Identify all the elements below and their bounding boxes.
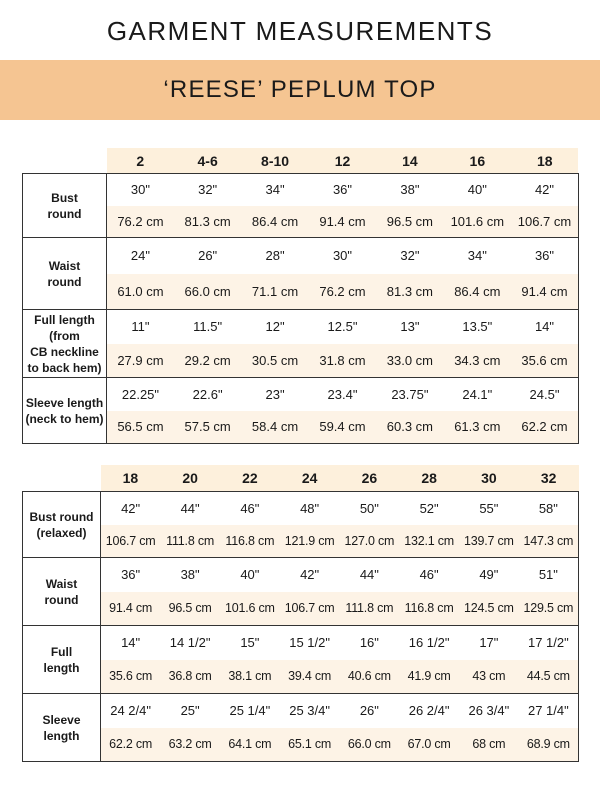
measurement-label-text: Full length (from CB neckline to back hem) xyxy=(27,312,102,375)
inch-value: 23" xyxy=(241,378,308,411)
inch-value: 50" xyxy=(340,492,400,525)
inches-row xyxy=(23,694,579,728)
cm-value: 56.5 cm xyxy=(107,411,174,444)
inch-value: 52" xyxy=(399,492,459,525)
inch-value: 42" xyxy=(101,492,161,525)
inch-value: 13" xyxy=(376,310,443,344)
cm-value: 106.7 cm xyxy=(280,592,340,626)
inch-value: 26 3/4" xyxy=(459,694,519,728)
inch-value: 25" xyxy=(160,694,220,728)
cm-value: 81.3 cm xyxy=(376,274,443,310)
measurement-table-2 xyxy=(22,465,579,762)
measurement-label-text: Full length xyxy=(43,644,80,675)
measurement-table-1 xyxy=(22,148,579,444)
size-header: 20 xyxy=(160,465,220,492)
inch-value: 24" xyxy=(107,238,174,274)
cm-value: 129.5 cm xyxy=(519,592,579,626)
cm-value: 60.3 cm xyxy=(376,411,443,444)
measurement-label-text: Waist round xyxy=(47,258,82,289)
inch-value: 26 2/4" xyxy=(399,694,459,728)
measurement-group xyxy=(23,558,579,626)
inch-value: 48" xyxy=(280,492,340,525)
cm-value: 81.3 cm xyxy=(174,206,241,238)
cm-value: 40.6 cm xyxy=(340,660,400,694)
inch-value: 40" xyxy=(220,558,280,592)
measurement-label xyxy=(23,174,107,238)
measurement-group xyxy=(23,174,579,238)
cm-value: 61.3 cm xyxy=(444,411,511,444)
inch-value: 27 1/4" xyxy=(519,694,579,728)
page-title: GARMENT MEASUREMENTS xyxy=(106,16,494,46)
measurement-label xyxy=(23,626,101,694)
inch-value: 46" xyxy=(399,558,459,592)
size-header: 28 xyxy=(399,465,459,492)
measurement-group xyxy=(23,694,579,762)
inch-value: 38" xyxy=(160,558,220,592)
cm-value: 58.4 cm xyxy=(241,411,308,444)
cm-value: 132.1 cm xyxy=(399,525,459,558)
inch-value: 24.1" xyxy=(444,378,511,411)
inch-value: 24 2/4" xyxy=(101,694,161,728)
cm-value: 41.9 cm xyxy=(399,660,459,694)
cm-value: 66.0 cm xyxy=(174,274,241,310)
cm-value: 59.4 cm xyxy=(309,411,376,444)
cm-value: 116.8 cm xyxy=(399,592,459,626)
cm-value: 116.8 cm xyxy=(220,525,280,558)
cm-value: 27.9 cm xyxy=(107,344,174,378)
inch-value: 17" xyxy=(459,626,519,660)
size-header: 14 xyxy=(376,148,443,174)
product-banner xyxy=(0,60,600,120)
cm-value: 35.6 cm xyxy=(511,344,578,378)
measurement-label-text: Waist round xyxy=(44,576,79,607)
cm-value: 71.1 cm xyxy=(241,274,308,310)
inch-value: 11" xyxy=(107,310,174,344)
cm-value: 66.0 cm xyxy=(340,728,400,762)
header-corner xyxy=(23,465,101,492)
cm-value: 76.2 cm xyxy=(107,206,174,238)
inch-value: 14" xyxy=(511,310,578,344)
cm-value: 31.8 cm xyxy=(309,344,376,378)
inch-value: 14 1/2" xyxy=(160,626,220,660)
inch-value: 11.5" xyxy=(174,310,241,344)
cm-value: 62.2 cm xyxy=(101,728,161,762)
size-header: 26 xyxy=(340,465,400,492)
size-header: 18 xyxy=(101,465,161,492)
size-header: 4-6 xyxy=(174,148,241,174)
cm-value: 33.0 cm xyxy=(376,344,443,378)
cm-value: 44.5 cm xyxy=(519,660,579,694)
inches-row xyxy=(23,492,579,525)
product-name: ‘REESE’ PEPLUM TOP xyxy=(163,76,437,103)
cm-value: 101.6 cm xyxy=(220,592,280,626)
cm-value: 35.6 cm xyxy=(101,660,161,694)
inch-value: 23.4" xyxy=(309,378,376,411)
inches-row xyxy=(23,626,579,660)
inch-value: 44" xyxy=(340,558,400,592)
inch-value: 36" xyxy=(309,174,376,206)
inch-value: 17 1/2" xyxy=(519,626,579,660)
inch-value: 36" xyxy=(101,558,161,592)
cm-value: 124.5 cm xyxy=(459,592,519,626)
inch-value: 51" xyxy=(519,558,579,592)
cm-row xyxy=(23,728,579,762)
measurement-label xyxy=(23,558,101,626)
inches-row xyxy=(23,174,579,206)
cm-value: 121.9 cm xyxy=(280,525,340,558)
inch-value: 14" xyxy=(101,626,161,660)
inch-value: 32" xyxy=(174,174,241,206)
inch-value: 46" xyxy=(220,492,280,525)
cm-value: 61.0 cm xyxy=(107,274,174,310)
measurement-label-text: Sleeve length (neck to hem) xyxy=(25,395,104,426)
inch-value: 30" xyxy=(107,174,174,206)
cm-row xyxy=(23,206,579,238)
inch-value: 22.6" xyxy=(174,378,241,411)
inches-row xyxy=(23,310,579,344)
size-header: 16 xyxy=(444,148,511,174)
cm-value: 86.4 cm xyxy=(444,274,511,310)
cm-value: 34.3 cm xyxy=(444,344,511,378)
cm-value: 36.8 cm xyxy=(160,660,220,694)
cm-value: 65.1 cm xyxy=(280,728,340,762)
inch-value: 34" xyxy=(444,238,511,274)
cm-row xyxy=(23,344,579,378)
inch-value: 55" xyxy=(459,492,519,525)
measurement-group xyxy=(23,378,579,444)
inches-row xyxy=(23,558,579,592)
size-header: 8-10 xyxy=(241,148,308,174)
size-header-row xyxy=(23,148,579,174)
cm-value: 68.9 cm xyxy=(519,728,579,762)
cm-row xyxy=(23,525,579,558)
measurement-group xyxy=(23,492,579,558)
inch-value: 34" xyxy=(241,174,308,206)
inch-value: 26" xyxy=(174,238,241,274)
inch-value: 16 1/2" xyxy=(399,626,459,660)
measurement-label-text: Bust round xyxy=(47,190,82,221)
size-header: 2 xyxy=(107,148,174,174)
measurement-label xyxy=(23,492,101,558)
inch-value: 23.75" xyxy=(376,378,443,411)
cm-value: 96.5 cm xyxy=(160,592,220,626)
measurement-group xyxy=(23,310,579,378)
measurement-label xyxy=(23,238,107,310)
cm-value: 139.7 cm xyxy=(459,525,519,558)
cm-value: 76.2 cm xyxy=(309,274,376,310)
measurement-group xyxy=(23,238,579,310)
cm-value: 62.2 cm xyxy=(511,411,578,444)
inch-value: 30" xyxy=(309,238,376,274)
inch-value: 15 1/2" xyxy=(280,626,340,660)
measurement-label-text: Sleeve length xyxy=(42,712,81,743)
measurement-group xyxy=(23,626,579,694)
size-header: 12 xyxy=(309,148,376,174)
inch-value: 15" xyxy=(220,626,280,660)
inch-value: 16" xyxy=(340,626,400,660)
cm-value: 68 cm xyxy=(459,728,519,762)
inch-value: 40" xyxy=(444,174,511,206)
cm-value: 106.7 cm xyxy=(101,525,161,558)
size-header: 22 xyxy=(220,465,280,492)
inch-value: 13.5" xyxy=(444,310,511,344)
inch-value: 58" xyxy=(519,492,579,525)
inch-value: 12" xyxy=(241,310,308,344)
inch-value: 32" xyxy=(376,238,443,274)
measurement-label xyxy=(23,694,101,762)
measurement-label xyxy=(23,310,107,378)
inch-value: 28" xyxy=(241,238,308,274)
inch-value: 36" xyxy=(511,238,578,274)
cm-value: 63.2 cm xyxy=(160,728,220,762)
inches-row xyxy=(23,238,579,274)
inch-value: 38" xyxy=(376,174,443,206)
measurement-label xyxy=(23,378,107,444)
cm-value: 111.8 cm xyxy=(340,592,400,626)
cm-value: 91.4 cm xyxy=(511,274,578,310)
inch-value: 49" xyxy=(459,558,519,592)
cm-value: 111.8 cm xyxy=(160,525,220,558)
cm-row xyxy=(23,274,579,310)
cm-value: 86.4 cm xyxy=(241,206,308,238)
size-header: 30 xyxy=(459,465,519,492)
inch-value: 12.5" xyxy=(309,310,376,344)
size-header: 24 xyxy=(280,465,340,492)
inch-value: 25 3/4" xyxy=(280,694,340,728)
inches-row xyxy=(23,378,579,411)
cm-value: 43 cm xyxy=(459,660,519,694)
cm-value: 39.4 cm xyxy=(280,660,340,694)
cm-value: 38.1 cm xyxy=(220,660,280,694)
inch-value: 25 1/4" xyxy=(220,694,280,728)
inch-value: 22.25" xyxy=(107,378,174,411)
cm-row xyxy=(23,660,579,694)
cm-value: 29.2 cm xyxy=(174,344,241,378)
measurement-label-text: Bust round (relaxed) xyxy=(29,509,94,540)
inch-value: 24.5" xyxy=(511,378,578,411)
inch-value: 26" xyxy=(340,694,400,728)
cm-value: 91.4 cm xyxy=(101,592,161,626)
cm-value: 147.3 cm xyxy=(519,525,579,558)
size-header: 32 xyxy=(519,465,579,492)
header-corner xyxy=(23,148,107,174)
size-header-row xyxy=(23,465,579,492)
cm-row xyxy=(23,592,579,626)
cm-value: 64.1 cm xyxy=(220,728,280,762)
cm-value: 30.5 cm xyxy=(241,344,308,378)
inch-value: 44" xyxy=(160,492,220,525)
cm-value: 67.0 cm xyxy=(399,728,459,762)
cm-row xyxy=(23,411,579,444)
size-header: 18 xyxy=(511,148,578,174)
cm-value: 96.5 cm xyxy=(376,206,443,238)
inch-value: 42" xyxy=(511,174,578,206)
cm-value: 57.5 cm xyxy=(174,411,241,444)
inch-value: 42" xyxy=(280,558,340,592)
cm-value: 101.6 cm xyxy=(444,206,511,238)
cm-value: 127.0 cm xyxy=(340,525,400,558)
cm-value: 106.7 cm xyxy=(511,206,578,238)
cm-value: 91.4 cm xyxy=(309,206,376,238)
